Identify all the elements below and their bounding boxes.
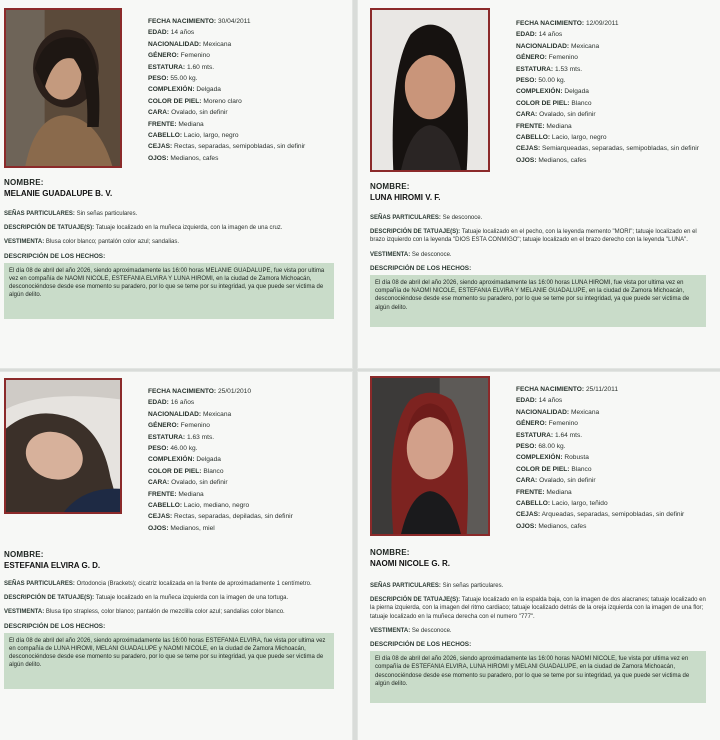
attr-color-piel: COLOR DE PIEL: Blanco	[148, 467, 224, 475]
attr-fecha: FECHA NACIMIENTO: 25/01/2010	[148, 388, 251, 395]
attr-estatura: ESTATURA: 1.53 mts.	[516, 65, 583, 73]
attr-nacionalidad: NACIONALIDAD: Mexicana	[516, 42, 600, 50]
tatuajes-row: DESCRIPCIÓN DE TATUAJE(S): Tatuaje localizado en la espalda baja, con la imagen de dos alacranes; tatuaje localizado en la pierna izquierda, con la imagen del ritmo cardiaco; tatuaje localizado detrás de la oreja izquierda con la imagen de una flor; tatuaje localizado en la muñeca derecha con el numero "777".	[370, 597, 706, 620]
attr-complexion: COMPLEXIÓN: Delgada	[148, 456, 221, 464]
attr-genero: GÉNERO: Femenino	[516, 420, 578, 428]
tatuajes-row: DESCRIPCIÓN DE TATUAJE(S): Tatuaje localizado en la muñeca izquierda con la imagen de una tortuga.	[4, 595, 289, 602]
hechos-label: DESCRIPCIÓN DE LOS HECHOS:	[370, 264, 472, 272]
attr-estatura: ESTATURA: 1.60 mts.	[148, 63, 215, 71]
hechos-label: DESCRIPCIÓN DE LOS HECHOS:	[4, 252, 106, 260]
person-photo	[4, 8, 122, 168]
person-photo	[4, 378, 122, 514]
name-label: NOMBRE:	[370, 548, 410, 557]
attr-cejas: CEJAS: Rectas, separadas, semipobladas, sin definir	[148, 143, 306, 151]
attr-nacionalidad: NACIONALIDAD: Mexicana	[148, 40, 232, 48]
senas-row: SEÑAS PARTICULARES: Ortodoncia (Brackets); cicatriz localizada en la frente de aproximadamente 1 centímetro.	[4, 581, 312, 587]
attr-cabello: CABELLO: Lacio, largo, negro	[148, 132, 239, 140]
attr-cabello: CABELLO: Lacio, largo, negro	[516, 134, 607, 142]
attr-genero: GÉNERO: Femenino	[516, 54, 578, 62]
attr-color-piel: COLOR DE PIEL: Blanco	[516, 99, 592, 107]
missing-person-card	[0, 372, 352, 740]
portrait-illustration	[372, 10, 488, 170]
attr-color-piel: COLOR DE PIEL: Blanco	[516, 465, 592, 473]
person-name: LUNA HIROMI V. F.	[370, 193, 441, 202]
attr-ojos: OJOS: Medianos, cafes	[148, 154, 219, 162]
vestimenta-row: VESTIMENTA: Blusa color blanco; pantalón color azul; sandalias.	[4, 239, 179, 246]
attr-cejas: CEJAS: Arqueadas, separadas, semipobladas, sin definir	[516, 511, 685, 519]
hechos-label: DESCRIPCIÓN DE LOS HECHOS:	[370, 641, 472, 649]
attr-color-piel: COLOR DE PIEL: Moreno claro	[148, 97, 242, 105]
attr-edad: EDAD: 16 años	[148, 399, 195, 407]
attr-fecha: FECHA NACIMIENTO: 12/09/2011	[516, 20, 619, 27]
hechos-text: El día 08 de abril del año 2026, siendo aproximadamente las 16:00 horas LUNA HIROMI, fue vista por ultima vez en compañía de NAOMI NICOLE, ESTEFANIA ELVIRA Y MELANIE GUADALUPE, en la ciudad de Zamora Michoacán, desconociéndose desde ese momento su paradero, por lo que se teme por su integridad, ya que puede ser victima de algún delito.	[370, 275, 706, 327]
person-name: NAOMI NICOLE G. R.	[370, 559, 450, 568]
attr-ojos: OJOS: Medianos, cafes	[516, 522, 587, 530]
attr-fecha: FECHA NACIMIENTO: 30/04/2011	[148, 18, 251, 25]
attr-frente: FRENTE: Mediana	[148, 490, 204, 498]
attr-peso: PESO: 46.00 kg.	[148, 445, 198, 453]
name-block	[370, 548, 710, 568]
missing-person-card	[358, 372, 720, 740]
person-photo	[370, 376, 490, 536]
attributes-list	[516, 384, 716, 532]
attr-cara: CARA: Ovalado, sin definir	[148, 109, 228, 117]
details-section	[370, 582, 706, 703]
person-name: ESTEFANIA ELVIRA G. D.	[4, 561, 101, 570]
attr-edad: EDAD: 14 años	[516, 31, 563, 39]
hechos-label: DESCRIPCIÓN DE LOS HECHOS:	[4, 622, 106, 630]
hechos-text: El día 08 de abril del año 2026, siendo aproximadamente las 16:00 horas ESTEFANIA ELVIRA, fue vista por ultima vez en compañía de LUNA HIROMI, MELANI GUADALUPE y NAOMI NICOLE, en la ciudad de Zamora Michoacán, desconociéndose desde ese momento su paradero, por lo que se teme por su integridad, ya que puede ser victima de algún delito.	[4, 633, 334, 689]
attr-peso: PESO: 50.00 kg.	[516, 77, 566, 85]
attr-estatura: ESTATURA: 1.63 mts.	[148, 433, 215, 441]
senas-row: SEÑAS PARTICULARES: Se desconoce.	[370, 215, 483, 221]
name-label: NOMBRE:	[370, 182, 410, 191]
attr-edad: EDAD: 14 años	[516, 397, 563, 405]
senas-row: SEÑAS PARTICULARES: Sin señas particulares.	[370, 583, 504, 589]
vestimenta-row: VESTIMENTA: Se desconoce.	[370, 627, 452, 634]
attr-cabello: CABELLO: Lacio, mediano, negro	[148, 502, 250, 510]
attr-nacionalidad: NACIONALIDAD: Mexicana	[148, 410, 232, 418]
attr-cara: CARA: Ovalado, sin definir	[516, 477, 596, 485]
hechos-text: El día 08 de abril del año 2026, siendo aproximadamente las 16:00 horas NAOMI NICOLE, fue vista por ultima vez en compañía de ESTEFANIA ELVIRA, LUNA HIROMI y MELANI GUADALUPE, en la ciudad de Zamora Michoacán, desconociéndose desde ese momento su paradero, por lo que se teme por su integridad, ya que puede ser victima de algún delito.	[370, 651, 706, 703]
attributes-list	[148, 386, 348, 534]
attr-cejas: CEJAS: Semiarqueadas, separadas, semipobladas, sin definir	[516, 145, 699, 153]
attributes-list	[516, 18, 716, 166]
portrait-illustration	[6, 10, 120, 166]
person-photo	[370, 8, 490, 172]
attributes-list	[148, 16, 348, 164]
attr-cara: CARA: Ovalado, sin definir	[148, 479, 228, 487]
attr-complexion: COMPLEXIÓN: Robusta	[516, 454, 589, 462]
portrait-illustration	[372, 378, 488, 534]
attr-ojos: OJOS: Medianos, cafes	[516, 156, 587, 164]
name-label: NOMBRE:	[4, 550, 44, 559]
attr-frente: FRENTE: Mediana	[516, 488, 572, 496]
hechos-text: El día 08 de abril del año 2026, siendo aproximadamente las 16:00 horas MELANIE GUADALUPE, fue vista por ultima vez en compañía de NAOMI NICOLE, ESTEFANIA ELVIRA Y LUNA HIROMI, en la ciudad de Zamora Michoacán, desconociéndose desde ese momento su paradero, por lo que se teme por su integridad, ya que puede ser victima de algún delito.	[4, 263, 334, 319]
name-block	[370, 182, 710, 202]
details-section	[4, 210, 334, 319]
tatuajes-row: DESCRIPCIÓN DE TATUAJE(S): Tatuaje localizado en la muñeca izquierda, con la imagen de una cruz.	[4, 225, 283, 232]
name-block	[4, 178, 344, 198]
attr-edad: EDAD: 14 años	[148, 29, 195, 37]
details-section	[370, 214, 706, 327]
attr-complexion: COMPLEXIÓN: Delgada	[516, 88, 589, 96]
attr-peso: PESO: 68.00 kg.	[516, 443, 566, 451]
vestimenta-row: VESTIMENTA: Se desconoce.	[370, 251, 452, 258]
attr-ojos: OJOS: Medianos, miel	[148, 524, 215, 532]
name-label: NOMBRE:	[4, 178, 44, 187]
senas-row: SEÑAS PARTICULARES: Sin señas particulares.	[4, 211, 138, 217]
attr-frente: FRENTE: Mediana	[516, 122, 572, 130]
missing-person-card	[0, 0, 352, 368]
attr-complexion: COMPLEXIÓN: Delgada	[148, 86, 221, 94]
person-name: MELANIE GUADALUPE B. V.	[4, 189, 113, 198]
attr-fecha: FECHA NACIMIENTO: 25/11/2011	[516, 386, 619, 393]
attr-cara: CARA: Ovalado, sin definir	[516, 111, 596, 119]
details-section	[4, 580, 334, 689]
name-block	[4, 550, 344, 570]
attr-peso: PESO: 55.00 kg.	[148, 75, 198, 83]
tatuajes-row: DESCRIPCIÓN DE TATUAJE(S): Tatuaje localizado en el pecho, con la leyenda memento "MORI"; tatuaje localizado en el brazo izquierdo con la leyenda "DIOS ESTA CONMIGO"; tatuaje localizado en el brazo derecho con la leyenda "LUNA".	[370, 229, 697, 244]
attr-genero: GÉNERO: Femenino	[148, 52, 210, 60]
attr-frente: FRENTE: Mediana	[148, 120, 204, 128]
attr-cejas: CEJAS: Rectas, separadas, depiladas, sin definir	[148, 513, 293, 521]
portrait-illustration	[6, 380, 120, 512]
attr-cabello: CABELLO: Lacio, largo, teñido	[516, 500, 608, 508]
vestimenta-row: VESTIMENTA: Blusa tipo strapless, color blanco; pantalón de mezclilla color azul; sandalias color blanco.	[4, 609, 285, 616]
attr-estatura: ESTATURA: 1.64 mts.	[516, 431, 583, 439]
missing-person-card	[358, 0, 720, 368]
attr-genero: GÉNERO: Femenino	[148, 422, 210, 430]
attr-nacionalidad: NACIONALIDAD: Mexicana	[516, 408, 600, 416]
